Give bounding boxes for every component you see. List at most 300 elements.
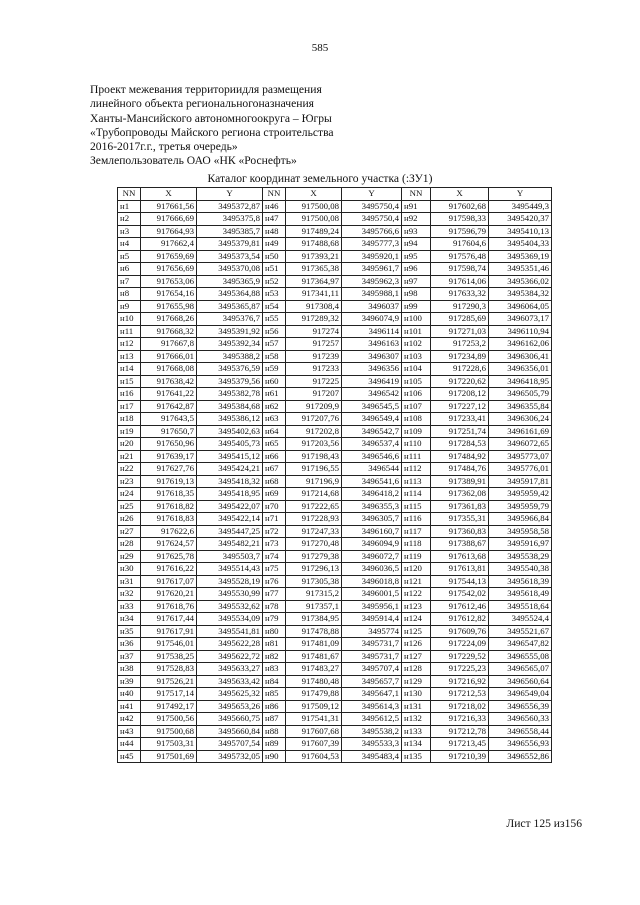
y-coordinate-cell: 3495707,54 (197, 738, 263, 751)
x-coordinate-cell: 917509,12 (286, 700, 342, 713)
x-coordinate-cell: 917618,35 (141, 488, 197, 501)
table-body (118, 200, 552, 763)
x-coordinate-cell: 917655,98 (141, 300, 197, 313)
y-coordinate-cell: 3496161,69 (489, 425, 552, 438)
point-id-cell: н57 (263, 338, 286, 351)
x-coordinate-cell: 917618,83 (141, 513, 197, 526)
table-row (118, 513, 552, 526)
table-row (118, 738, 552, 751)
table-row (118, 575, 552, 588)
x-coordinate-cell: 917212,78 (431, 725, 489, 738)
x-coordinate-cell: 917478,88 (286, 625, 342, 638)
column-header: X (141, 188, 197, 201)
y-coordinate-cell: 3495534,09 (197, 613, 263, 626)
table-row (118, 450, 552, 463)
header-line: Землепользователь ОАО «НК «Роснефть» (90, 154, 297, 168)
point-id-cell: н72 (263, 525, 286, 538)
x-coordinate-cell: 917501,69 (141, 750, 197, 763)
catalog-title: Каталог координат земельного участка (:ЗУ1) (207, 172, 433, 185)
x-coordinate-cell: 917305,38 (286, 575, 342, 588)
header-line: линейного объекта региональногоназначения (90, 97, 315, 111)
point-id-cell: н64 (263, 425, 286, 438)
y-coordinate-cell: 3496162,06 (489, 338, 552, 351)
x-coordinate-cell: 917641,22 (141, 388, 197, 401)
y-coordinate-cell: 3495618,49 (489, 588, 552, 601)
x-coordinate-cell: 917365,38 (286, 263, 342, 276)
point-id-cell: н13 (118, 350, 141, 363)
point-id-cell: н122 (402, 588, 431, 601)
x-coordinate-cell: 917664,93 (141, 225, 197, 238)
point-id-cell: н102 (402, 338, 431, 351)
x-coordinate-cell: 917357,1 (286, 600, 342, 613)
x-coordinate-cell: 917308,4 (286, 300, 342, 313)
y-coordinate-cell: 3495379,56 (197, 375, 263, 388)
y-coordinate-cell: 3495405,73 (197, 438, 263, 451)
y-coordinate-cell: 3495364,88 (197, 288, 263, 301)
x-coordinate-cell: 917225 (286, 375, 342, 388)
x-coordinate-cell: 917492,17 (141, 700, 197, 713)
point-id-cell: н88 (263, 725, 286, 738)
y-coordinate-cell: 3496555,08 (489, 650, 552, 663)
x-coordinate-cell: 917617,07 (141, 575, 197, 588)
y-coordinate-cell: 3496073,17 (489, 313, 552, 326)
x-coordinate-cell: 917216,33 (431, 713, 489, 726)
y-coordinate-cell: 3495920,1 (342, 250, 402, 263)
point-id-cell: н110 (402, 438, 431, 451)
y-coordinate-cell: 3495653,26 (197, 700, 263, 713)
y-coordinate-cell: 3496356,01 (489, 363, 552, 376)
x-coordinate-cell: 917207,76 (286, 413, 342, 426)
point-id-cell: н128 (402, 663, 431, 676)
x-coordinate-cell: 917225,23 (431, 663, 489, 676)
point-id-cell: н116 (402, 513, 431, 526)
y-coordinate-cell: 3495988,1 (342, 288, 402, 301)
x-coordinate-cell: 917609,76 (431, 625, 489, 638)
point-id-cell: н115 (402, 500, 431, 513)
x-coordinate-cell: 917598,74 (431, 263, 489, 276)
x-coordinate-cell: 917500,08 (286, 200, 342, 213)
table-row (118, 313, 552, 326)
point-id-cell: н41 (118, 700, 141, 713)
table-row (118, 663, 552, 676)
point-id-cell: н11 (118, 325, 141, 338)
y-coordinate-cell: 3495774 (342, 625, 402, 638)
y-coordinate-cell: 3496552,86 (489, 750, 552, 763)
y-coordinate-cell: 3495366,02 (489, 275, 552, 288)
table-row (118, 350, 552, 363)
x-coordinate-cell: 917622,6 (141, 525, 197, 538)
y-coordinate-cell: 3495369,19 (489, 250, 552, 263)
point-id-cell: н63 (263, 413, 286, 426)
x-coordinate-cell: 917618,82 (141, 500, 197, 513)
point-id-cell: н3 (118, 225, 141, 238)
column-header: NN (118, 188, 141, 201)
point-id-cell: н118 (402, 538, 431, 551)
x-coordinate-cell: 917500,68 (141, 725, 197, 738)
x-coordinate-cell: 917360,83 (431, 525, 489, 538)
y-coordinate-cell: 3496306,24 (489, 413, 552, 426)
x-coordinate-cell: 917607,39 (286, 738, 342, 751)
table-row (118, 688, 552, 701)
x-coordinate-cell: 917251,74 (431, 425, 489, 438)
y-coordinate-cell: 3495538,2 (342, 725, 402, 738)
y-coordinate-cell: 3495424,21 (197, 463, 263, 476)
x-coordinate-cell: 917355,31 (431, 513, 489, 526)
point-id-cell: н111 (402, 450, 431, 463)
header-line: Проект межевания территориидля размещения (90, 83, 322, 96)
point-id-cell: н9 (118, 300, 141, 313)
y-coordinate-cell: 3495773,07 (489, 450, 552, 463)
point-id-cell: н48 (263, 225, 286, 238)
y-coordinate-cell: 3496556,39 (489, 700, 552, 713)
x-coordinate-cell: 917239 (286, 350, 342, 363)
point-id-cell: н106 (402, 388, 431, 401)
header-line: Ханты-Мансийского автономногоокруга – Югры (90, 111, 332, 125)
point-id-cell: н42 (118, 713, 141, 726)
table-header-row (118, 188, 552, 201)
point-id-cell: н98 (402, 288, 431, 301)
x-coordinate-cell: 917656,69 (141, 263, 197, 276)
y-coordinate-cell: 3496160,7 (342, 525, 402, 538)
x-coordinate-cell: 917196,55 (286, 463, 342, 476)
y-coordinate-cell: 3496306,41 (489, 350, 552, 363)
point-id-cell: н94 (402, 238, 431, 251)
y-coordinate-cell: 3495732,05 (197, 750, 263, 763)
table-row (118, 550, 552, 563)
point-id-cell: н100 (402, 313, 431, 326)
x-coordinate-cell: 917620,21 (141, 588, 197, 601)
y-coordinate-cell: 3495370,08 (197, 263, 263, 276)
point-id-cell: н85 (263, 688, 286, 701)
x-coordinate-cell: 917614,06 (431, 275, 489, 288)
y-coordinate-cell: 3495731,7 (342, 650, 402, 663)
x-coordinate-cell: 917617,91 (141, 625, 197, 638)
y-coordinate-cell: 3495415,12 (197, 450, 263, 463)
point-id-cell: н24 (118, 488, 141, 501)
x-coordinate-cell: 917224,09 (431, 638, 489, 651)
coordinates-table (117, 187, 552, 763)
header-line: 2016-2017г.г., третья очередь» (90, 140, 238, 154)
table-row (118, 363, 552, 376)
column-header: X (431, 188, 489, 201)
x-coordinate-cell: 917612,82 (431, 613, 489, 626)
point-id-cell: н96 (402, 263, 431, 276)
y-coordinate-cell: 3495622,72 (197, 650, 263, 663)
point-id-cell: н108 (402, 413, 431, 426)
point-id-cell: н52 (263, 275, 286, 288)
column-header: Y (342, 188, 402, 201)
x-coordinate-cell: 917668,32 (141, 325, 197, 338)
y-coordinate-cell: 3496074,9 (342, 313, 402, 326)
table-row (118, 263, 552, 276)
y-coordinate-cell: 3495622,28 (197, 638, 263, 651)
point-id-cell: н80 (263, 625, 286, 638)
x-coordinate-cell: 917483,27 (286, 663, 342, 676)
point-id-cell: н61 (263, 388, 286, 401)
x-coordinate-cell: 917210,39 (431, 750, 489, 763)
point-id-cell: н12 (118, 338, 141, 351)
point-id-cell: н25 (118, 500, 141, 513)
point-id-cell: н53 (263, 288, 286, 301)
point-id-cell: н69 (263, 488, 286, 501)
x-coordinate-cell: 917607,68 (286, 725, 342, 738)
y-coordinate-cell: 3495528,19 (197, 575, 263, 588)
y-coordinate-cell: 3495384,32 (489, 288, 552, 301)
y-coordinate-cell: 3495750,4 (342, 213, 402, 226)
x-coordinate-cell: 917207 (286, 388, 342, 401)
y-coordinate-cell: 3495386,12 (197, 413, 263, 426)
y-coordinate-cell: 3496163 (342, 338, 402, 351)
point-id-cell: н67 (263, 463, 286, 476)
x-coordinate-cell: 917500,08 (286, 213, 342, 226)
x-coordinate-cell: 917662,4 (141, 238, 197, 251)
point-id-cell: н54 (263, 300, 286, 313)
x-coordinate-cell: 917315,2 (286, 588, 342, 601)
x-coordinate-cell: 917598,33 (431, 213, 489, 226)
x-coordinate-cell: 917604,53 (286, 750, 342, 763)
x-coordinate-cell: 917613,81 (431, 563, 489, 576)
x-coordinate-cell: 917480,48 (286, 675, 342, 688)
point-id-cell: н50 (263, 250, 286, 263)
y-coordinate-cell: 3495449,3 (489, 200, 552, 213)
x-coordinate-cell: 917643,5 (141, 413, 197, 426)
x-coordinate-cell: 917528,83 (141, 663, 197, 676)
point-id-cell: н18 (118, 413, 141, 426)
point-id-cell: н83 (263, 663, 286, 676)
table-row (118, 438, 552, 451)
y-coordinate-cell: 3495540,38 (489, 563, 552, 576)
table-row (118, 388, 552, 401)
point-id-cell: н47 (263, 213, 286, 226)
x-coordinate-cell: 917488,68 (286, 238, 342, 251)
point-id-cell: н59 (263, 363, 286, 376)
point-id-cell: н73 (263, 538, 286, 551)
y-coordinate-cell: 3495731,7 (342, 638, 402, 651)
point-id-cell: н16 (118, 388, 141, 401)
column-header: NN (263, 188, 286, 201)
x-coordinate-cell: 917479,88 (286, 688, 342, 701)
table-row (118, 463, 552, 476)
point-id-cell: н26 (118, 513, 141, 526)
x-coordinate-cell: 917203,56 (286, 438, 342, 451)
point-id-cell: н81 (263, 638, 286, 651)
x-coordinate-cell: 917274 (286, 325, 342, 338)
y-coordinate-cell: 3495657,7 (342, 675, 402, 688)
point-id-cell: н95 (402, 250, 431, 263)
x-coordinate-cell: 917617,44 (141, 613, 197, 626)
point-id-cell: н10 (118, 313, 141, 326)
x-coordinate-cell: 917289,32 (286, 313, 342, 326)
x-coordinate-cell: 917541,31 (286, 713, 342, 726)
x-coordinate-cell: 917666,69 (141, 213, 197, 226)
point-id-cell: н104 (402, 363, 431, 376)
y-coordinate-cell: 3495373,54 (197, 250, 263, 263)
point-id-cell: н124 (402, 613, 431, 626)
table-row (118, 488, 552, 501)
y-coordinate-cell: 3495418,95 (197, 488, 263, 501)
table-row (118, 300, 552, 313)
table-row (118, 225, 552, 238)
x-coordinate-cell: 917279,38 (286, 550, 342, 563)
x-coordinate-cell: 917619,13 (141, 475, 197, 488)
point-id-cell: н21 (118, 450, 141, 463)
y-coordinate-cell: 3496542,7 (342, 425, 402, 438)
y-coordinate-cell: 3496541,6 (342, 475, 402, 488)
x-coordinate-cell: 917213,45 (431, 738, 489, 751)
x-coordinate-cell: 917227,12 (431, 400, 489, 413)
y-coordinate-cell: 3495376,59 (197, 363, 263, 376)
y-coordinate-cell: 3495959,79 (489, 500, 552, 513)
y-coordinate-cell: 3496094,9 (342, 538, 402, 551)
point-id-cell: н6 (118, 263, 141, 276)
point-id-cell: н51 (263, 263, 286, 276)
x-coordinate-cell: 917212,53 (431, 688, 489, 701)
y-coordinate-cell: 3495404,33 (489, 238, 552, 251)
y-coordinate-cell: 3496419 (342, 375, 402, 388)
y-coordinate-cell: 3495518,64 (489, 600, 552, 613)
x-coordinate-cell: 917650,96 (141, 438, 197, 451)
point-id-cell: н91 (402, 200, 431, 213)
point-id-cell: н86 (263, 700, 286, 713)
table-row (118, 413, 552, 426)
point-id-cell: н90 (263, 750, 286, 763)
y-coordinate-cell: 3495541,81 (197, 625, 263, 638)
point-id-cell: н33 (118, 600, 141, 613)
x-coordinate-cell: 917612,46 (431, 600, 489, 613)
point-id-cell: н125 (402, 625, 431, 638)
y-coordinate-cell: 3495660,75 (197, 713, 263, 726)
point-id-cell: н62 (263, 400, 286, 413)
y-coordinate-cell: 3495388,2 (197, 350, 263, 363)
point-id-cell: н45 (118, 750, 141, 763)
point-id-cell: н40 (118, 688, 141, 701)
point-id-cell: н14 (118, 363, 141, 376)
y-coordinate-cell: 3495633,42 (197, 675, 263, 688)
point-id-cell: н36 (118, 638, 141, 651)
x-coordinate-cell: 917668,08 (141, 363, 197, 376)
y-coordinate-cell: 3495418,32 (197, 475, 263, 488)
point-id-cell: н15 (118, 375, 141, 388)
point-id-cell: н123 (402, 600, 431, 613)
y-coordinate-cell: 3496546,6 (342, 450, 402, 463)
header-line: «Трубопроводы Майского региона строительства (90, 125, 334, 139)
y-coordinate-cell: 3496072,7 (342, 550, 402, 563)
column-header: Y (197, 188, 263, 201)
x-coordinate-cell: 917257 (286, 338, 342, 351)
y-coordinate-cell: 3496356 (342, 363, 402, 376)
point-id-cell: н84 (263, 675, 286, 688)
point-id-cell: н76 (263, 575, 286, 588)
y-coordinate-cell: 3495956,1 (342, 600, 402, 613)
y-coordinate-cell: 3496064,05 (489, 300, 552, 313)
point-id-cell: н7 (118, 275, 141, 288)
point-id-cell: н20 (118, 438, 141, 451)
x-coordinate-cell: 917393,21 (286, 250, 342, 263)
point-id-cell: н133 (402, 725, 431, 738)
point-id-cell: н23 (118, 475, 141, 488)
y-coordinate-cell: 3495410,13 (489, 225, 552, 238)
y-coordinate-cell: 3495375,8 (197, 213, 263, 226)
x-coordinate-cell: 917209,9 (286, 400, 342, 413)
y-coordinate-cell: 3495961,7 (342, 263, 402, 276)
point-id-cell: н134 (402, 738, 431, 751)
y-coordinate-cell: 3495633,27 (197, 663, 263, 676)
x-coordinate-cell: 917627,76 (141, 463, 197, 476)
x-coordinate-cell: 917222,65 (286, 500, 342, 513)
y-coordinate-cell: 3496418,2 (342, 488, 402, 501)
point-id-cell: н89 (263, 738, 286, 751)
x-coordinate-cell: 917526,21 (141, 675, 197, 688)
point-id-cell: н44 (118, 738, 141, 751)
point-id-cell: н37 (118, 650, 141, 663)
y-coordinate-cell: 3496549,4 (342, 413, 402, 426)
y-coordinate-cell: 3495914,4 (342, 613, 402, 626)
y-coordinate-cell: 3495482,21 (197, 538, 263, 551)
point-id-cell: н78 (263, 600, 286, 613)
x-coordinate-cell: 917233 (286, 363, 342, 376)
y-coordinate-cell: 3496544 (342, 463, 402, 476)
y-coordinate-cell: 3495385,7 (197, 225, 263, 238)
column-header: X (286, 188, 342, 201)
y-coordinate-cell: 3495750,4 (342, 200, 402, 213)
x-coordinate-cell: 917228,6 (431, 363, 489, 376)
y-coordinate-cell: 3496036,5 (342, 563, 402, 576)
x-coordinate-cell: 917234,89 (431, 350, 489, 363)
table-row (118, 425, 552, 438)
table-row (118, 750, 552, 763)
y-coordinate-cell: 3495958,58 (489, 525, 552, 538)
y-coordinate-cell: 3495625,32 (197, 688, 263, 701)
point-id-cell: н79 (263, 613, 286, 626)
x-coordinate-cell: 917271,03 (431, 325, 489, 338)
point-id-cell: н127 (402, 650, 431, 663)
point-id-cell: н28 (118, 538, 141, 551)
y-coordinate-cell: 3496547,82 (489, 638, 552, 651)
y-coordinate-cell: 3495420,37 (489, 213, 552, 226)
x-coordinate-cell: 917220,62 (431, 375, 489, 388)
x-coordinate-cell: 917214,68 (286, 488, 342, 501)
column-header: NN (402, 188, 431, 201)
x-coordinate-cell: 917653,06 (141, 275, 197, 288)
point-id-cell: н30 (118, 563, 141, 576)
x-coordinate-cell: 917290,3 (431, 300, 489, 313)
table-row (118, 625, 552, 638)
x-coordinate-cell: 917384,95 (286, 613, 342, 626)
y-coordinate-cell: 3496355,84 (489, 400, 552, 413)
x-coordinate-cell: 917341,11 (286, 288, 342, 301)
y-coordinate-cell: 3495538,29 (489, 550, 552, 563)
x-coordinate-cell: 917613,68 (431, 550, 489, 563)
point-id-cell: н56 (263, 325, 286, 338)
point-id-cell: н82 (263, 650, 286, 663)
y-coordinate-cell: 3495372,87 (197, 200, 263, 213)
point-id-cell: н22 (118, 463, 141, 476)
y-coordinate-cell: 3495503,7 (197, 550, 263, 563)
x-coordinate-cell: 917618,76 (141, 600, 197, 613)
table-row (118, 700, 552, 713)
table-row (118, 588, 552, 601)
x-coordinate-cell: 917667,8 (141, 338, 197, 351)
point-id-cell: н120 (402, 563, 431, 576)
point-id-cell: н130 (402, 688, 431, 701)
y-coordinate-cell: 3495533,3 (342, 738, 402, 751)
point-id-cell: н70 (263, 500, 286, 513)
y-coordinate-cell: 3495402,63 (197, 425, 263, 438)
point-id-cell: н121 (402, 575, 431, 588)
table-row (118, 650, 552, 663)
table-row (118, 638, 552, 651)
table-row (118, 338, 552, 351)
